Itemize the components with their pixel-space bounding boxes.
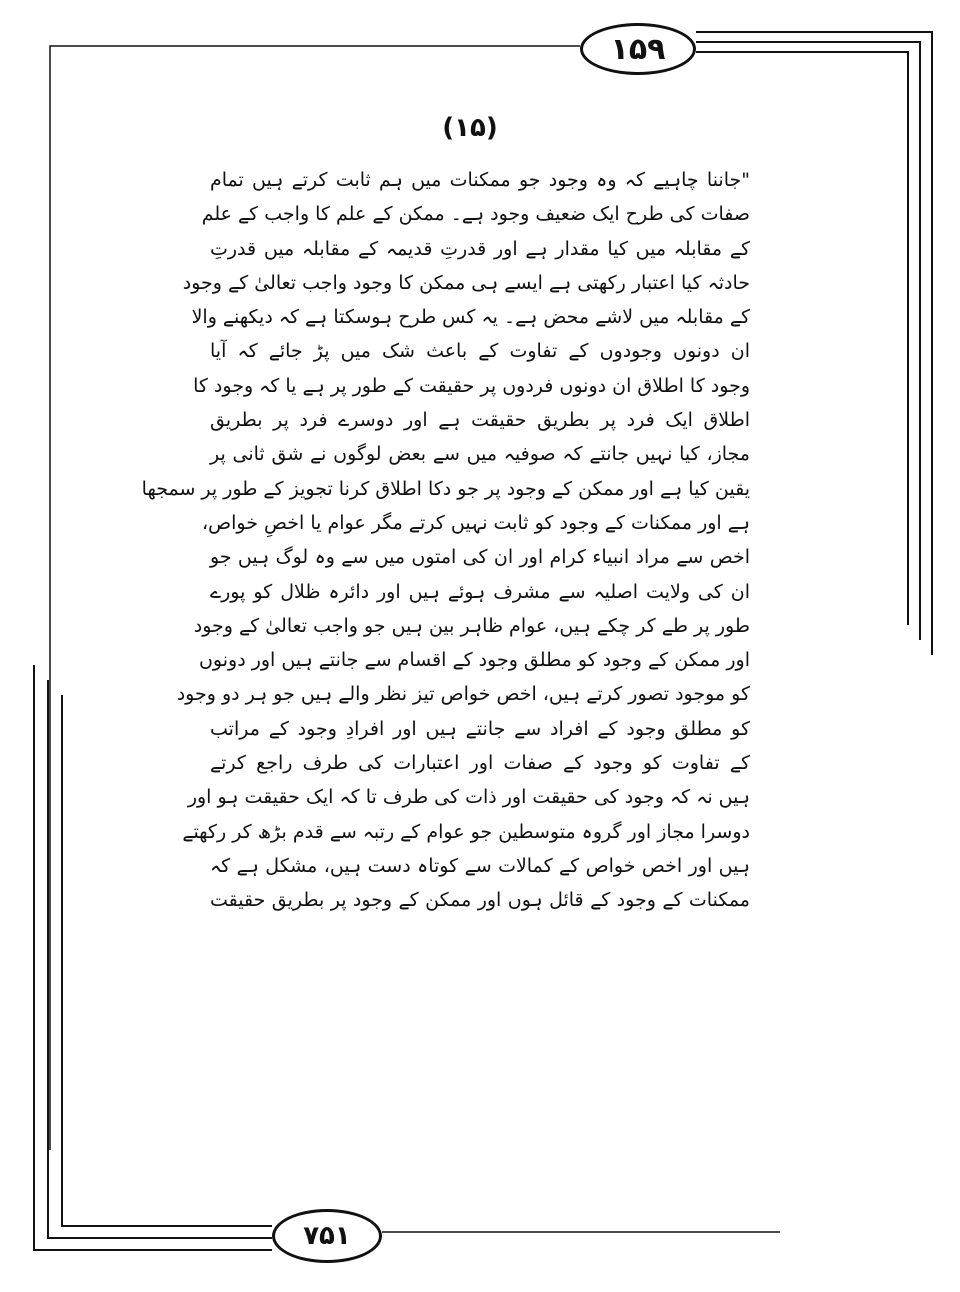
text-line: ان دونوں وجودوں کے تفاوت کے باعث شک میں پڑ جائے کہ آیا (210, 340, 750, 363)
text-line: دوسرا مجاز اور گروہ متوسطین جو عوام کے رتبہ سے قدم بڑھ کر رکھتے (182, 820, 750, 843)
text-line: کے مقابلہ میں لاشے محض ہے۔ یہ کس طرح ہوسکتا ہے کہ دیکھنے والا (191, 306, 750, 329)
text-line: کو موجود تصور کرتے ہیں، اخص خواص تیز نظر والے ہیں جو ہر دو وجود (176, 683, 750, 706)
text-line: کے تفاوت کو وجود کے صفات اور اعتبارات کی طرف راجع کرتے (210, 752, 750, 775)
text-line: وجود کا اطلاق ان دونوں فردوں پر حقیقت کے طور پر ہے یا کہ وجود کا (193, 374, 750, 397)
text-line: "جاننا چاہیے کہ وہ وجود جو ممکنات میں ہم ثابت کرتے ہیں تمام (210, 169, 750, 191)
text-line: ہیں اور اخص خواص کے کمالات سے کوتاہ دست ہیں، مشکل ہے کہ (210, 854, 750, 877)
text-line: صفات کی طرح ایک ضعیف وجود ہے۔ ممکن کے علم کا واجب کے علم (201, 203, 750, 226)
text-line: اخص سے مراد انبیاء کرام اور ان کی امتوں میں سے وہ لوگ ہیں جو (210, 546, 750, 569)
text-line: ہیں نہ کہ وجود کی حقیقت اور ذات کی طرف تا کہ ایک حقیقت ہو اور (187, 786, 750, 809)
text-line: کے مقابلہ میں کیا مقدار ہے اور قدرتِ قدیمہ کے مقابلہ میں قدرتِ (210, 237, 750, 260)
body-text (141, 163, 750, 918)
text-line: ممکنات کے وجود کے قائل ہوں اور ممکن کے وجود پر بطریق حقیقت (210, 889, 750, 912)
text-line: طور پر طے کر چکے ہیں، عوام ظاہر بین ہیں جو واجب تعالیٰ کے وجود (193, 614, 750, 637)
text-line: اطلاق ایک فرد پر بطریق حقیقت ہے اور دوسرے فرد پر بطریق (210, 409, 750, 432)
text-line: ہے اور ممکنات کے وجود کو ثابت نہیں کرتے مگر عوام یا اخصِ خواص، (202, 511, 750, 534)
text-line: حادثہ کیا اعتبار رکھتی ہے ایسے ہی ممکن کا وجود واجب تعالیٰ کے وجود (182, 271, 750, 294)
text-line: یقین کیا ہے اور ممکن کے وجود پر جو دکا اطلاق کرنا تجویز کے طور پر سمجھا (141, 477, 750, 500)
text-line: مجاز، کیا نہیں جانتے کہ صوفیہ میں سے بعض لوگوں نے شق ثانی پر (210, 443, 750, 466)
section-heading: (۱۵) (442, 113, 498, 143)
bottom-page-number: ۷۵۱ (272, 1209, 382, 1263)
text-line: اور ممکن کے وجود کو مطلق وجود کے اقسام سے جانتے ہیں اور دونوں (198, 649, 750, 672)
text-line: کو مطلق وجود کے افراد سے جانتے ہیں اور افرادِ وجود کے مراتب (210, 717, 750, 740)
text-line: ان کی ولایت اصلیہ سے مشرف ہوئے ہیں اور دائرہ ظلال کو پورے (210, 580, 750, 603)
top-page-number: ۱۵۹ (580, 23, 696, 75)
